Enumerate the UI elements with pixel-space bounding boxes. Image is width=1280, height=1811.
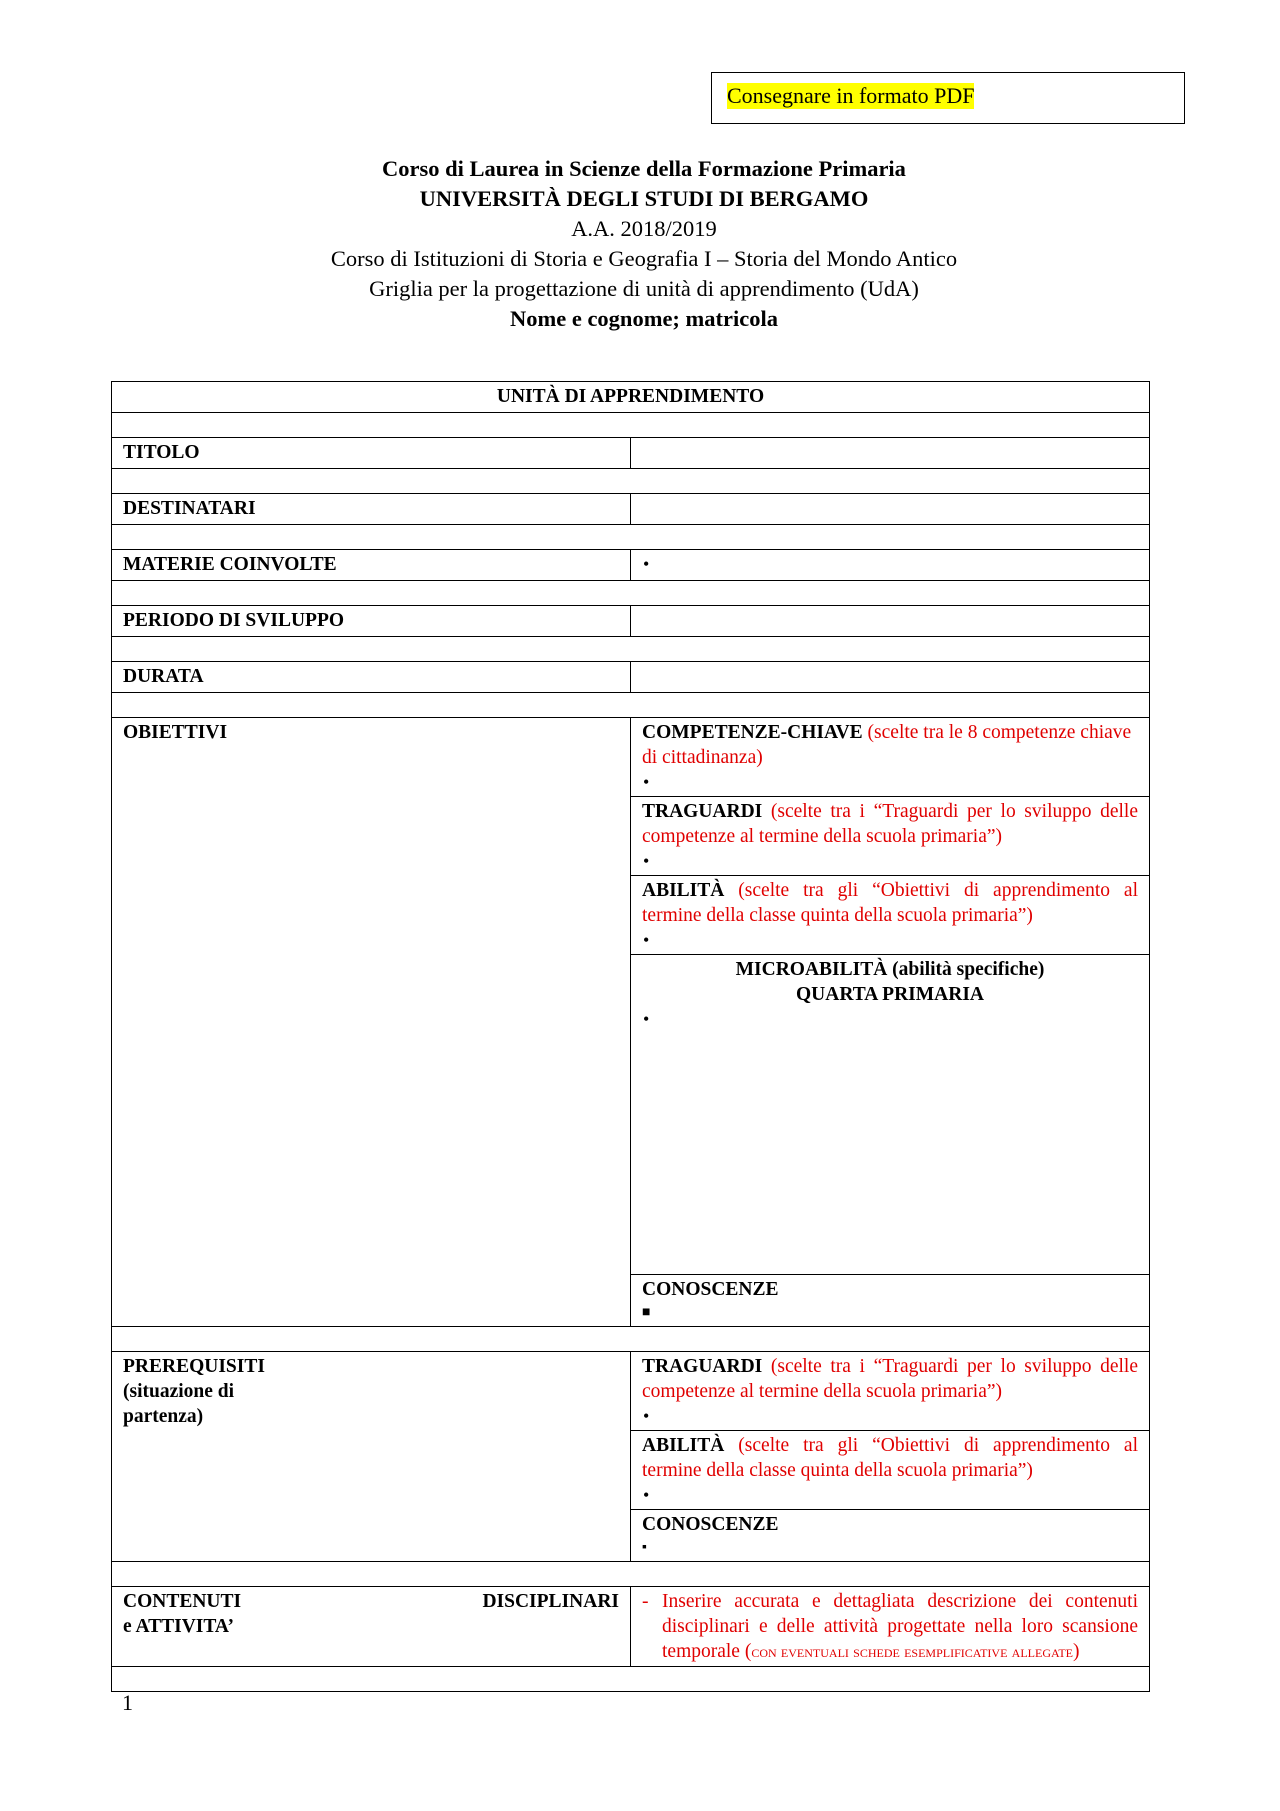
spacer-row: [112, 581, 1150, 606]
label-destinatari: DESTINATARI: [112, 494, 631, 525]
cell-traguardi[interactable]: [631, 797, 1150, 876]
field-durata[interactable]: [631, 662, 1150, 693]
field-materie[interactable]: [631, 550, 1150, 581]
academic-year: A.A. 2018/2019: [571, 216, 717, 241]
document-header: [0, 154, 1280, 334]
contenuti-line2: e ATTIVITA’: [123, 1616, 235, 1637]
prerequisiti-line1: PREREQUISITI: [123, 1356, 265, 1377]
traguardi-note: (scelte tra i “Traguardi per lo sviluppo delle competenze al termine della scuola primaria”): [642, 801, 1138, 847]
bullet: •: [643, 1009, 650, 1029]
bullet: •: [643, 930, 650, 950]
bullet: •: [643, 554, 650, 574]
contenuti-caps: con eventuali schede esemplificative allegate: [751, 1642, 1073, 1661]
page-number: 1: [122, 1690, 133, 1715]
micro-sub: QUARTA PRIMARIA: [796, 984, 984, 1005]
bullet: •: [643, 851, 650, 871]
cell-contenuti[interactable]: [631, 1587, 1150, 1667]
student-name-line: Nome e cognome; matricola: [509, 306, 779, 331]
cell-competenze[interactable]: [631, 718, 1150, 797]
field-destinatari[interactable]: [631, 494, 1150, 525]
contenuti-text: Inserire accurata e dettagliata descrizione dei contenuti disciplinari e delle attività progettate nella loro scansione temporale (: [662, 1591, 1138, 1662]
cell-conoscenze[interactable]: [631, 1275, 1150, 1327]
square-bullet: ■: [642, 1305, 651, 1320]
micro-label: MICROABILITÀ (abilità specifiche): [735, 959, 1045, 980]
label-periodo: PERIODO DI SVILUPPO: [112, 606, 631, 637]
pdf-notice-box: [711, 72, 1185, 124]
cell-pre-traguardi[interactable]: [631, 1352, 1150, 1431]
spacer-row: [112, 1562, 1150, 1587]
spacer-row: [112, 525, 1150, 550]
pre-abilita-note: (scelte tra gli “Obiettivi di apprendimento al termine della classe quinta della scuola primaria”): [642, 1435, 1139, 1481]
pre-abilita-label: ABILITÀ: [642, 1435, 725, 1456]
conoscenze-label: CONOSCENZE: [642, 1279, 779, 1300]
spacer-row: [112, 1327, 1150, 1352]
prerequisiti-line3: partenza): [123, 1406, 204, 1427]
table-title: UNITÀ DI APPRENDIMENTO: [112, 382, 1150, 413]
pre-traguardi-label: TRAGUARDI: [642, 1356, 763, 1377]
cell-pre-conoscenze[interactable]: [631, 1510, 1150, 1562]
cell-pre-abilita[interactable]: [631, 1431, 1150, 1510]
label-titolo: TITOLO: [112, 438, 631, 469]
prerequisiti-line2: (situazione di: [123, 1381, 235, 1402]
spacer-row: [112, 1667, 1150, 1692]
spacer-row: [112, 637, 1150, 662]
pdf-notice-text: Consegnare in formato PDF: [727, 83, 975, 108]
course-title: Corso di Laurea in Scienze della Formazione Primaria: [382, 156, 906, 181]
uda-grid-table: [111, 381, 1150, 1692]
cell-abilita[interactable]: [631, 876, 1150, 955]
abilita-label: ABILITÀ: [642, 880, 725, 901]
label-contenuti: [112, 1587, 631, 1667]
dash-marker: -: [642, 1591, 649, 1612]
label-obiettivi: OBIETTIVI: [112, 718, 631, 1327]
pre-traguardi-note: (scelte tra i “Traguardi per lo sviluppo delle competenze al termine della scuola primaria”): [642, 1356, 1138, 1402]
cell-microabilita[interactable]: [631, 955, 1150, 1275]
bullet: •: [643, 1485, 650, 1505]
spacer-row: [112, 413, 1150, 438]
traguardi-label: TRAGUARDI: [642, 801, 763, 822]
spacer-row: [112, 693, 1150, 718]
contenuti-line1: CONTENUTI DISCIPLINARI: [123, 1591, 619, 1612]
grid-description: Griglia per la progettazione di unità di apprendimento (UdA): [369, 276, 919, 301]
slash-bullet: ▪: [642, 1540, 647, 1555]
field-titolo[interactable]: [631, 438, 1150, 469]
label-durata: DURATA: [112, 662, 631, 693]
bullet: •: [643, 1406, 650, 1426]
pre-conoscenze-label: CONOSCENZE: [642, 1514, 779, 1535]
competenze-note: (scelte tra le 8 competenze chiave di cittadinanza): [642, 722, 1132, 768]
bullet: •: [643, 772, 650, 792]
university-name: UNIVERSITÀ DEGLI STUDI DI BERGAMO: [419, 186, 869, 211]
label-prerequisiti: [112, 1352, 631, 1562]
abilita-note: (scelte tra gli “Obiettivi di apprendimento al termine della classe quinta della scuola primaria”): [642, 880, 1139, 926]
label-materie: MATERIE COINVOLTE: [112, 550, 631, 581]
competenze-label: COMPETENZE-CHIAVE: [642, 722, 863, 743]
contenuti-close: ): [1072, 1641, 1080, 1662]
course-subject: Corso di Istituzioni di Storia e Geografia I – Storia del Mondo Antico: [330, 246, 958, 271]
field-periodo[interactable]: [631, 606, 1150, 637]
spacer-row: [112, 469, 1150, 494]
